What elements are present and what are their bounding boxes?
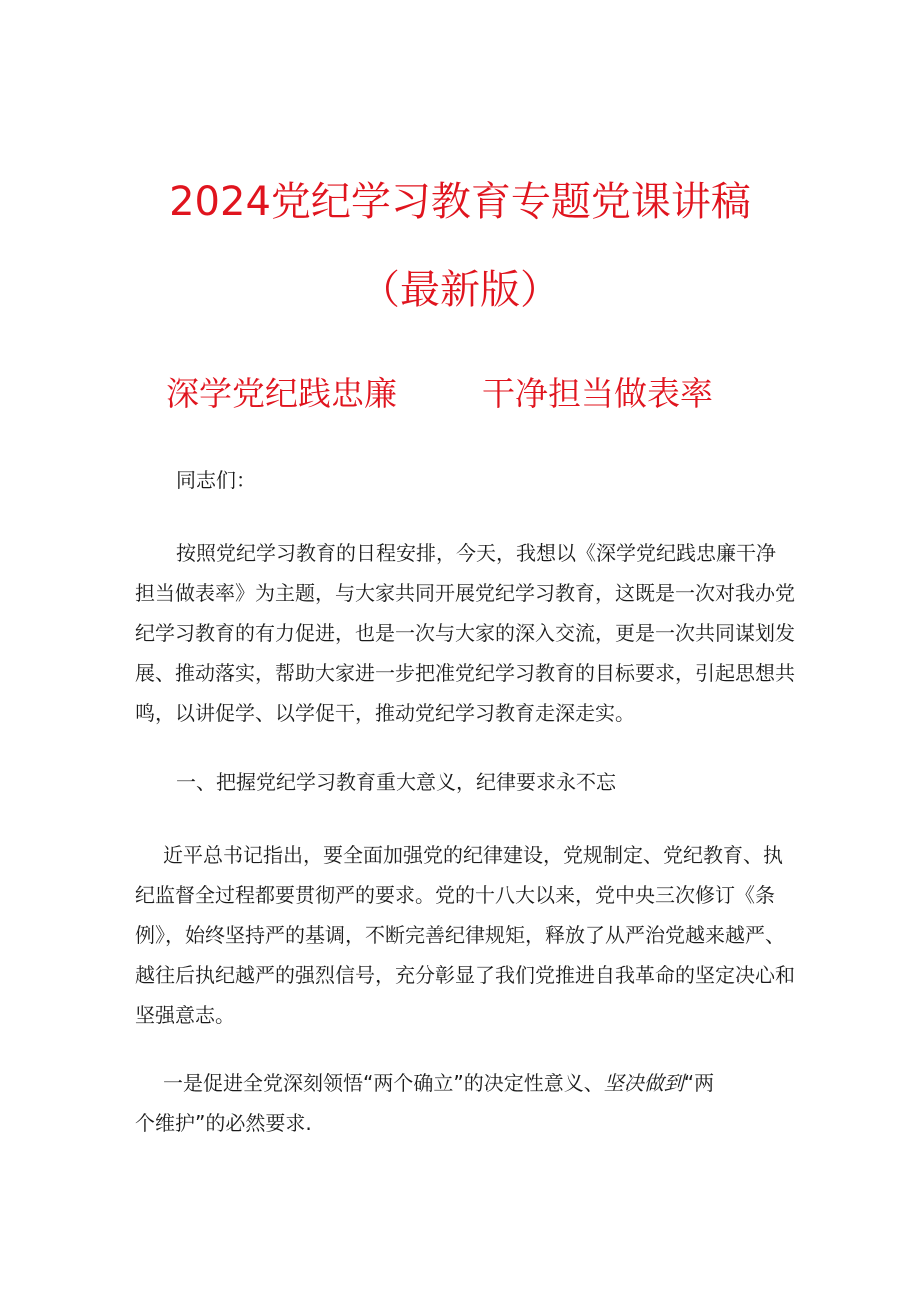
subtitle-right: 干净担当做表率 — [482, 374, 713, 413]
section-heading-1: 一、把握党纪学习教育重大意义，纪律要求永不忘 — [176, 770, 616, 794]
paragraph-line: 近平总书记指出，要全面加强党的纪律建设，党规制定、党纪教育、执 — [163, 843, 783, 867]
text-segment: 一是促进全党深刻领悟“两个确立”的决定性意义、 — [163, 1071, 604, 1095]
paragraph-line: 越往后执纪越严的强烈信号，充分彰显了我们党推进自我革命的坚定决心和 — [135, 963, 795, 987]
paragraph-line: 坚强意志。 — [135, 1003, 235, 1027]
paragraph-line: 担当做表率》为主题，与大家共同开展党纪学习教育，这既是一次对我办党 — [135, 581, 795, 605]
paragraph-line: 纪监督全过程都要贯彻严的要求。党的十八大以来，党中央三次修订《条 — [135, 883, 775, 907]
paragraph-point-1 — [135, 1063, 795, 1143]
paragraph-line — [135, 1063, 795, 1103]
paragraph-section-1 — [135, 835, 795, 1035]
paragraph-line: 鸣，以讲促学、以学促干，推动党纪学习教育走深走实。 — [135, 701, 635, 725]
subtitle-left: 深学党纪践忠廉 — [166, 374, 397, 413]
document-title-line1: 2024党纪学习教育专题党课讲稿 — [169, 179, 751, 225]
text-segment-italic: 坚决做到 — [603, 1071, 684, 1095]
document-title-line2: （最新版） — [360, 267, 560, 313]
text-segment: “两 — [683, 1071, 715, 1095]
paragraph-line: 按照党纪学习教育的日程安排，今天，我想以《深学党纪践忠廉干净 — [176, 541, 776, 565]
paragraph-line: 展、推动落实，帮助大家进一步把准党纪学习教育的目标要求，引起思想共 — [135, 661, 795, 685]
greeting: 同志们： — [176, 468, 256, 492]
paragraph-line: 个维护”的必然要求. — [135, 1111, 312, 1135]
paragraph-intro — [135, 533, 795, 733]
paragraph-line: 纪学习教育的有力促进，也是一次与大家的深入交流，更是一次共同谋划发 — [135, 621, 795, 645]
paragraph-line: 例》，始终坚持严的基调，不断完善纪律规矩，释放了从严治党越来越严、 — [135, 923, 785, 947]
